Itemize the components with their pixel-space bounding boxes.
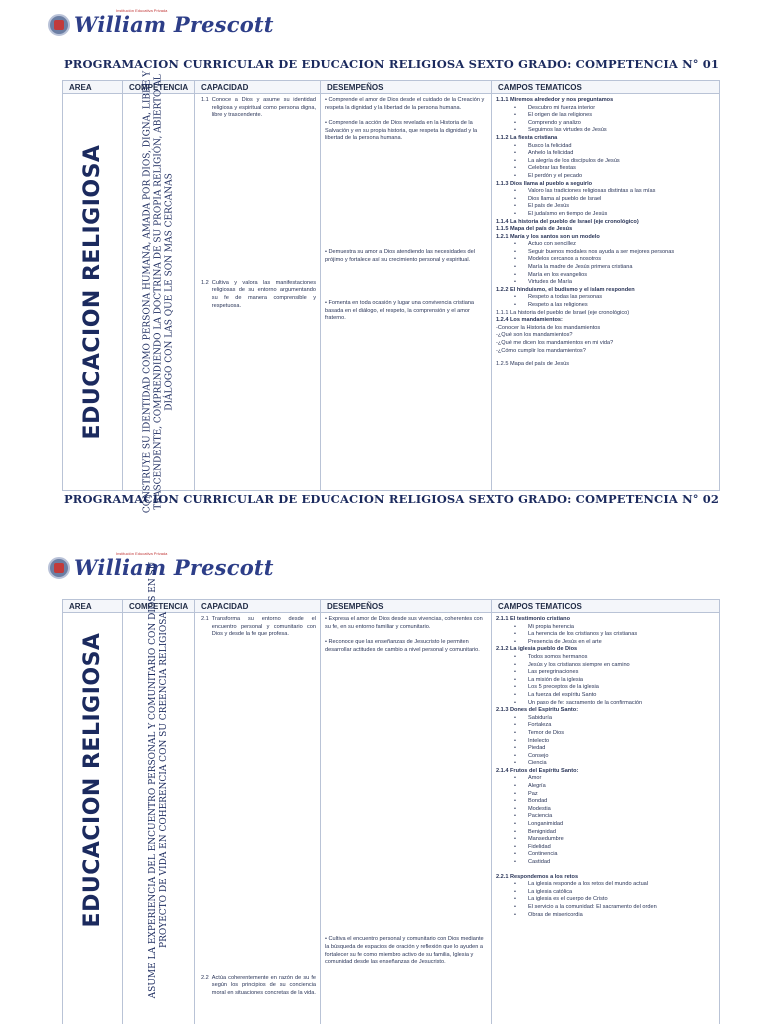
topic-heading: 2.1.3 Dones del Espíritu Santo: (496, 707, 579, 714)
list-item: • La alegría de los discípulos de Jesús (514, 158, 715, 166)
topic-line: -Conocer la Historia de los mandamientos (496, 324, 601, 331)
desempeno-item: • Fomenta en toda ocasión y lugar una convivencia cristiana basada en el diálogo, el respeto, la comprensión y el amor fraterno. (325, 300, 475, 322)
list-item: • Benignidad (514, 829, 715, 837)
capacidad-number: 2.2 (201, 974, 209, 981)
list-item: • Sabiduría (514, 715, 715, 723)
topic-list (496, 188, 715, 218)
desempeno-item: • Expresa el amor de Dios desde sus vivencias, coherentes con su fe, en su entorno familiar y comunitario. (325, 616, 483, 630)
table-row (63, 613, 720, 1024)
list-item: • La misión de la iglesia (514, 677, 715, 685)
school-crest-icon (48, 557, 70, 579)
list-item: • Paciencia (514, 813, 715, 821)
competencia-line: DIÁLOGO CON LAS QUE LE SON MAS CERCANAS (164, 173, 174, 411)
competencia-text (148, 561, 170, 998)
topic-heading: 2.1.4 Frutos del Espíritu Santo: (496, 767, 579, 774)
list-item: • Seguimos las virtudes de Jesús (514, 127, 715, 135)
topic-heading: 1.1.1 Miremos alrededor y nos preguntamos (496, 97, 614, 103)
list-item: • El servicio a la comunidad: El sacramento del orden (514, 904, 715, 912)
list-item: • La iglesia responde a los retos del mundo actual (514, 881, 715, 889)
desempenos-cell (321, 94, 492, 491)
topic-list (496, 105, 715, 135)
topic-heading: 1.1.4 La historia del pueblo de Israel (eje cronológico) (496, 218, 639, 225)
header-capacidad: CAPACIDAD (195, 81, 321, 94)
area-cell (63, 613, 123, 1024)
competencia-line: CONSTRUYE SU IDENTIDAD COMO PERSONA HUMANA, AMADA POR DIOS, DIGNA, LIBRE Y (142, 70, 152, 514)
capacidad-number: 1.1 (201, 97, 209, 103)
list-item: • Jesús y los cristianos siempre en camino (514, 662, 715, 670)
header-desempenos: DESEMPEÑOS (321, 81, 492, 94)
competencia-line: ASUME LA EXPERIENCIA DEL ENCUENTRO PERSONAL Y COMUNITARIO CON DIOS EN SU (147, 561, 158, 999)
section2-title: PROGRAMACION CURRICULAR DE EDUCACION RELIGIOSA SEXTO GRADO: COMPETENCIA N° 02 (64, 492, 720, 506)
list-item: • La iglesia católica (514, 889, 715, 897)
list-item: • Descubro mi fuerza interior (514, 105, 715, 113)
topic-list (496, 294, 715, 309)
header-area: AREA (63, 81, 123, 94)
table-row (63, 94, 720, 491)
capacidad-text: Conoce a Dios y asume su identidad religiosa y espiritual como persona digna, libre y trascendente. (211, 97, 316, 119)
list-item: • La fuerza del espíritu Santo (514, 692, 715, 700)
list-item: • Modestia (514, 806, 715, 814)
topic-list (496, 624, 715, 647)
topic-list (496, 654, 715, 707)
institution-label: Institución Educativa Privada (116, 8, 168, 13)
list-item: • Las peregrinaciones (514, 669, 715, 677)
header-desempenos: DESEMPEÑOS (321, 600, 492, 613)
capacidad-number: 2.1 (201, 616, 209, 622)
topic-list (496, 881, 715, 919)
competencia-line: TRASCENDENTE, COMPRENDIENDO LA DOCTRINA DE SU PROPIA RELIGIÓN, ABIERTO AL (153, 74, 163, 510)
topic-heading: 1.1.5 Mapa del país de Jesús (496, 226, 573, 233)
campos-cell (492, 94, 720, 491)
list-item: • Valoro las tradiciones religiosas distintas a las mías (514, 188, 715, 196)
list-item: • Obras de misericordia (514, 912, 715, 920)
header-campos: CAMPOS TEMATICOS (492, 81, 720, 94)
list-item: • El perdón y el pecado (514, 173, 715, 181)
list-item: • Consejo (514, 753, 715, 761)
capacidad-text: Cultiva y valora las manifestaciones religiosas de su entorno argumentando su fe de manera comprensible y respetuosa. (211, 279, 316, 309)
capacidad-cell (195, 94, 321, 491)
topic-list (496, 241, 715, 287)
school-crest-icon (48, 14, 70, 36)
capacidad-cell (195, 613, 321, 1024)
capacidad-item (199, 97, 316, 120)
list-item: • María la madre de Jesús primera cristiana (514, 264, 715, 272)
list-item: • Dios llama al pueblo de Israel (514, 196, 715, 204)
list-item: • Modelos cercanos a nosotros (514, 256, 715, 264)
area-label: EDUCACION RELIGIOSA (79, 632, 105, 928)
list-item: • Fortaleza (514, 722, 715, 730)
capacidad-text: Actúa coherentemente en razón de su fe según los principios de su conciencia moral en situaciones concretas de la vida. (211, 974, 316, 996)
list-item: • Alegría (514, 783, 715, 791)
topic-heading: 1.1.3 Dios llama al pueblo a seguirlo (496, 180, 593, 187)
list-item: • La herencia de los cristianos y las cristianas (514, 631, 715, 639)
list-item: • María en los evangelios (514, 272, 715, 280)
topic-heading: 1.2.2 El hinduismo, el budismo y el islam responden (496, 286, 635, 293)
competencia-line: PROYECTO DE VIDA EN COHERENCIA CON SU CREENCIA RELIGIOSA (158, 611, 169, 948)
topic-heading: 2.1.2 La iglesia pueblo de Dios (496, 646, 578, 653)
list-item: • Respeto a las religiones (514, 302, 715, 310)
list-item: • Intelecto (514, 738, 715, 746)
list-item: • El país de Jesús (514, 203, 715, 211)
list-item: • Ciencia (514, 760, 715, 768)
topic-heading: 1.1.2 La fiesta cristiana (496, 134, 558, 141)
school-logo (48, 8, 274, 37)
topic-list (496, 143, 715, 181)
list-item: • Presencia de Jesús en el arte (514, 639, 715, 647)
topic-heading: 2.1.1 El testimonio cristiano (496, 616, 570, 622)
desempeno-item: • Comprende el amor de Dios desde el cuidado de la Creación y respeta la dignidad y la libertad de la persona humana. (325, 97, 485, 111)
school-name: William Prescott (74, 555, 274, 580)
list-item: • La iglesia es el cuerpo de Cristo (514, 896, 715, 904)
list-item: • Castidad (514, 859, 715, 867)
header-area: AREA (63, 600, 123, 613)
capacidad-text: Transforma su entorno desde el encuentro personal y comunitario con Dios y desde la fe que profesa. (211, 616, 316, 638)
list-item: • Temor de Dios (514, 730, 715, 738)
topic-line: -¿Cómo cumplir los mandamientos? (496, 347, 586, 354)
list-item: • Un paso de fe: sacramento de la confirmación (514, 700, 715, 708)
section1-title: PROGRAMACION CURRICULAR DE EDUCACION RELIGIOSA SEXTO GRADO: COMPETENCIA N° 01 (64, 57, 720, 71)
header-competencia: COMPETENCIA (123, 81, 195, 94)
topic-heading: 2.2.1 Respondemos a los retos (496, 873, 579, 880)
school-name: William Prescott (74, 12, 274, 37)
list-item: • Mi propia herencia (514, 624, 715, 632)
list-item: • Piedad (514, 745, 715, 753)
list-item: • Seguir buenos modales nos ayuda a ser mejores personas (514, 249, 715, 257)
list-item: • Busco la felicidad (514, 143, 715, 151)
list-item: • Bondad (514, 798, 715, 806)
list-item: • Virtudes de María (514, 279, 715, 287)
topic-list (496, 775, 715, 866)
list-item: • Celebrar las fiestas (514, 165, 715, 173)
list-item: • Mansedumbre (514, 836, 715, 844)
list-item: • Anhelo la felicidad (514, 150, 715, 158)
list-item: • Comprendo y analizo (514, 120, 715, 128)
list-item: • Actuo con sencillez (514, 241, 715, 249)
list-item: • Paz (514, 791, 715, 799)
list-item: • Los 5 preceptos de la iglesia (514, 684, 715, 692)
capacidad-number: 1.2 (201, 279, 209, 286)
topic-line: -¿Qué son los mandamientos? (496, 332, 573, 339)
capacidad-item (199, 280, 316, 310)
list-item: • Continencia (514, 851, 715, 859)
desempeno-item: • Reconoce que las enseñanzas de Jesucristo le permiten desarrollar actitudes de cambio a nivel personal y comunitario. (325, 639, 480, 653)
topic-line: 1.2.5 Mapa del país de Jesús (496, 361, 570, 368)
topic-heading: 1.2.1 María y los santos son un modelo (496, 233, 600, 240)
header-competencia: COMPETENCIA (123, 600, 195, 613)
desempenos-cell (321, 613, 492, 1024)
area-label: EDUCACION RELIGIOSA (79, 144, 105, 440)
topic-line: -¿Qué me dicen los mandamientos en mi vida? (496, 340, 614, 346)
campos-cell (492, 613, 720, 1024)
list-item: • El origen de las religiones (514, 112, 715, 120)
topic-list (496, 715, 715, 768)
desempeno-item: • Cultiva el encuentro personal y comunitario con Dios mediante la búsqueda de espacios de oración y reflexión que lo ayuden a fortalecer su fe como miembro activo de su familia, Iglesia y comunidad desde las enseñanzas de Jesucristo. (325, 936, 484, 966)
desempeno-item: • Comprende la acción de Dios revelada en la Historia de la Salvación y en su propia historia, que respeta la dignidad y la libertad de la persona humana. (325, 120, 478, 142)
header-campos: CAMPOS TEMATICOS (492, 600, 720, 613)
topic-heading: 1.2.4 Los mandamientos: (496, 317, 563, 324)
list-item: • Respeto a todas las personas (514, 294, 715, 302)
desempeno-item: • Demuestra su amor a Dios atendiendo las necesidades del prójimo y fortalece así su crecimiento personal y espiritual. (325, 248, 475, 263)
institution-label: Institución Educativa Privada (116, 551, 168, 556)
list-item: • El judaísmo en tiempo de Jesús (514, 211, 715, 219)
capacidad-item (199, 616, 316, 639)
competencia-text (142, 71, 175, 513)
header-capacidad: CAPACIDAD (195, 600, 321, 613)
area-cell (63, 94, 123, 491)
list-item: • Fidelidad (514, 844, 715, 852)
capacidad-item (199, 975, 316, 998)
topic-line: 1.1.1 La historia del pueblo de Israel (eje cronológico) (496, 309, 630, 316)
list-item: • Amor (514, 775, 715, 783)
list-item: • Todos somos hermanos (514, 654, 715, 662)
list-item: • Longanimidad (514, 821, 715, 829)
